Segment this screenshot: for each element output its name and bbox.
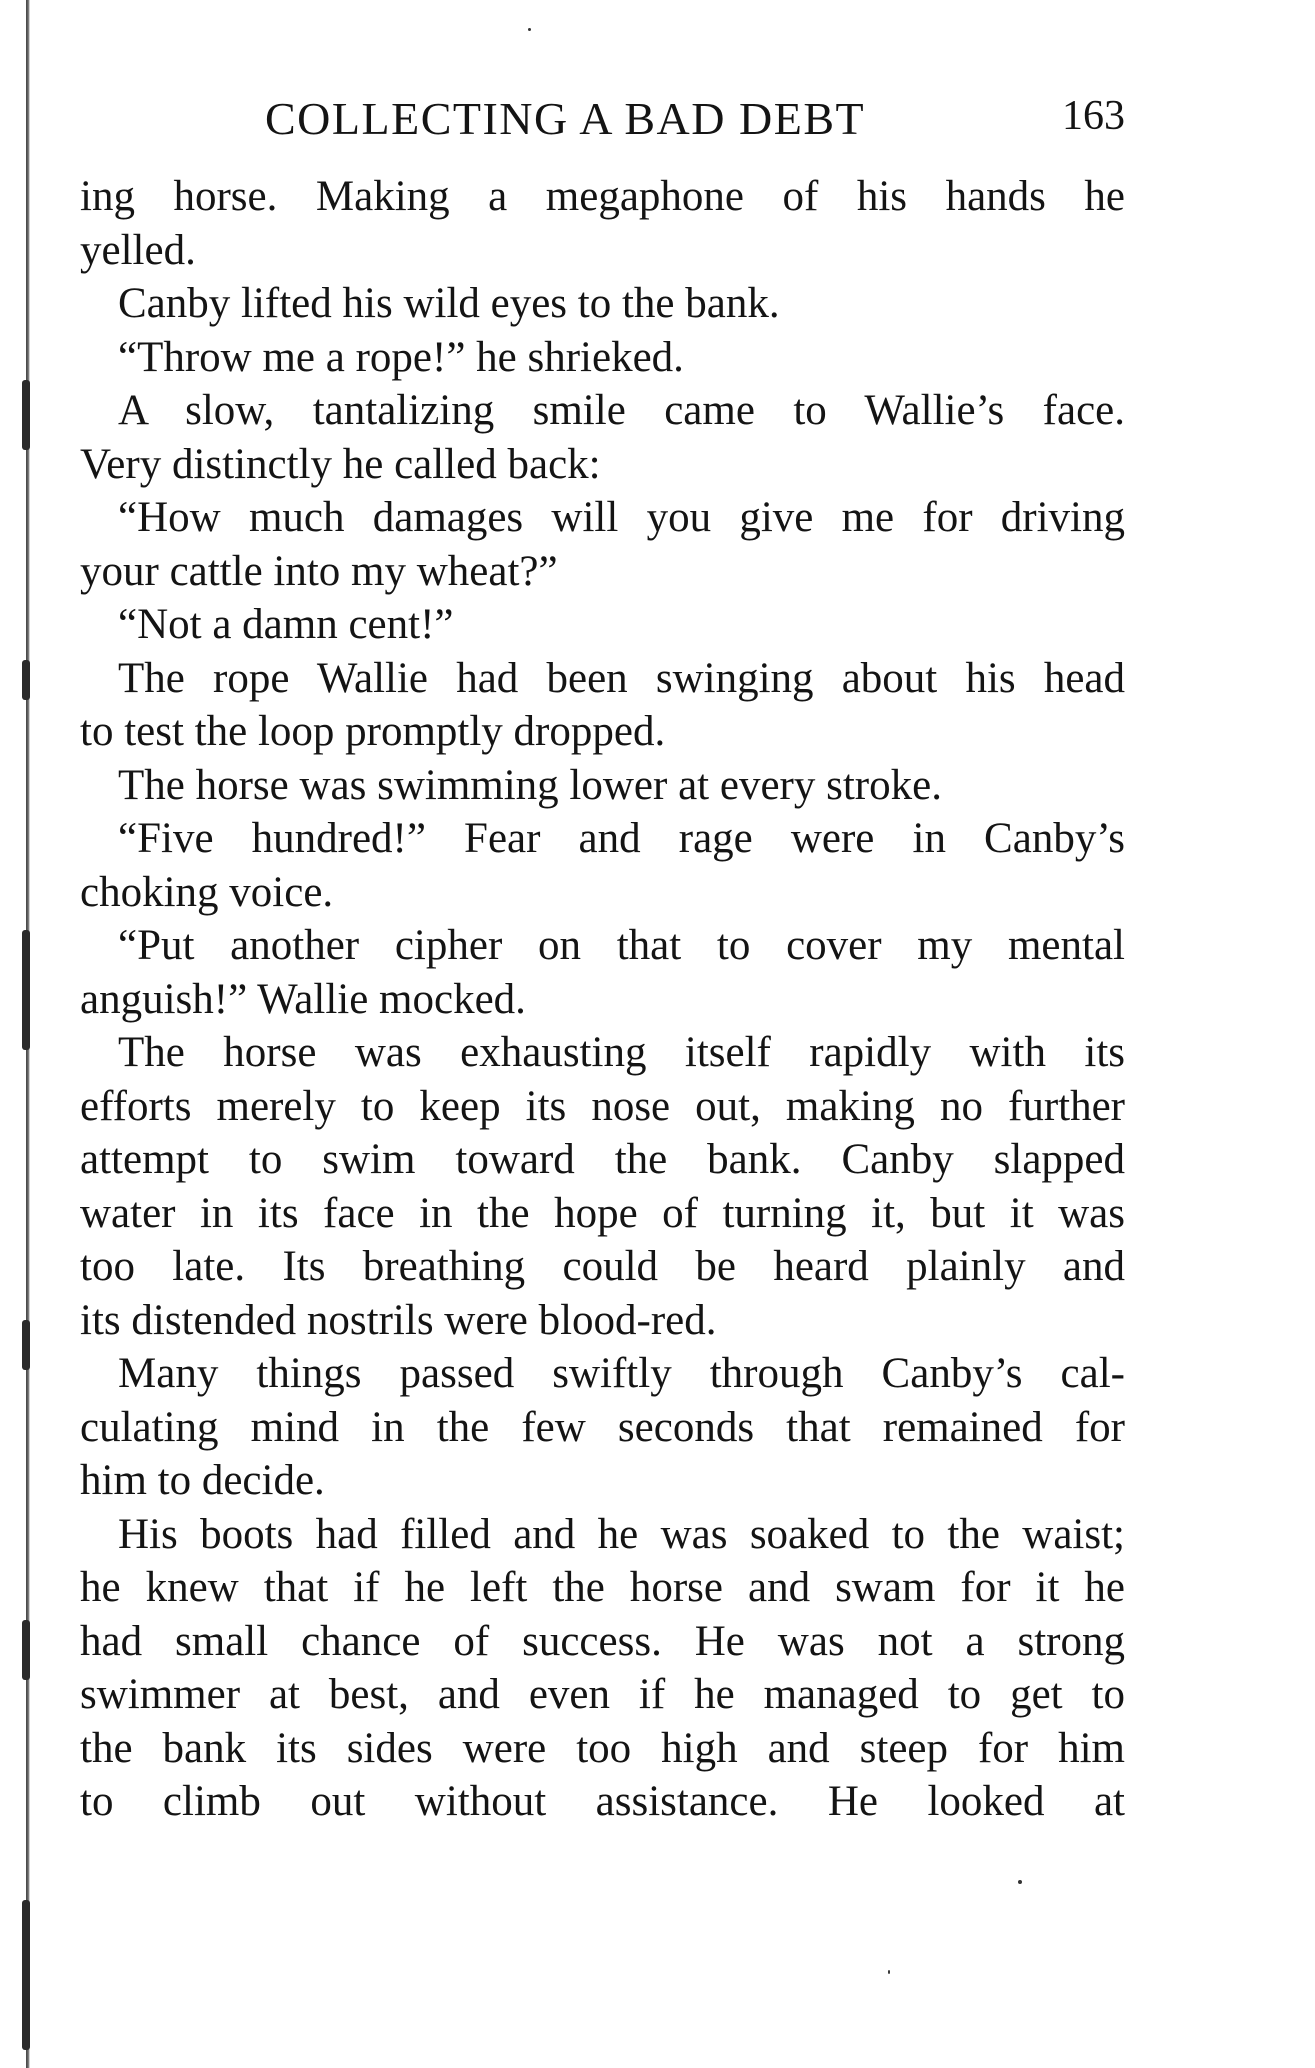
text-line: Many things passed swiftly through Canby’s cal- — [118, 1350, 1125, 1397]
text-line: A slow, tantalizing smile came to Wallie’s face. — [118, 387, 1125, 434]
text-line: Very distinctly he called back: — [80, 440, 601, 488]
page-number: 163 — [1062, 93, 1125, 139]
page-header — [265, 92, 1125, 148]
print-speck — [528, 28, 531, 31]
text-line: choking voice. — [80, 868, 334, 916]
text-line: “Five hundred!” Fear and rage were in Canby’s — [118, 815, 1125, 862]
text-line: him to decide. — [80, 1457, 325, 1504]
print-speck — [888, 1970, 890, 1974]
text-line: to test the loop promptly dropped. — [80, 708, 666, 755]
text-line: yelled. — [80, 226, 196, 274]
text-line: His boots had filled and he was soaked to the waist; — [118, 1510, 1125, 1558]
binding-mark — [22, 380, 30, 450]
binding-mark — [22, 1320, 30, 1370]
text-line: too late. Its breathing could be heard plainly and — [80, 1243, 1125, 1290]
text-line: The horse was exhausting itself rapidly with its — [118, 1029, 1125, 1076]
text-line: water in its face in the hope of turning it, but it was — [80, 1189, 1125, 1237]
text-line: culating mind in the few seconds that remained for — [80, 1403, 1125, 1451]
text-line: he knew that if he left the horse and swam for it he — [80, 1564, 1125, 1611]
print-speck — [1018, 1880, 1022, 1884]
text-line: “Throw me a rope!” he shrieked. — [118, 333, 684, 381]
text-line: to climb out without assistance. He looked at — [80, 1778, 1125, 1825]
binding-mark — [22, 1620, 30, 1680]
text-line: The rope Wallie had been swinging about his head — [118, 654, 1125, 702]
running-title: COLLECTING A BAD DEBT — [265, 93, 866, 144]
text-line: “How much damages will you give me for driving — [118, 494, 1125, 541]
text-line: had small chance of success. He was not a strong — [80, 1617, 1125, 1665]
binding-mark — [22, 930, 30, 1050]
text-line: “Not a damn cent!” — [118, 601, 454, 648]
text-line: your cattle into my wheat?” — [80, 547, 558, 595]
text-line: efforts merely to keep its nose out, making no further — [80, 1082, 1125, 1130]
text-line: swimmer at best, and even if he managed to get to — [80, 1671, 1125, 1718]
text-line: the bank its sides were too high and steep for him — [80, 1724, 1125, 1772]
text-line: attempt to swim toward the bank. Canby slapped — [80, 1136, 1125, 1183]
text-line: its distended nostrils were blood-red. — [80, 1296, 717, 1344]
body-text — [80, 170, 1125, 1829]
text-line: Canby lifted his wild eyes to the bank. — [118, 280, 780, 327]
binding-mark — [22, 660, 30, 700]
binding-mark — [22, 1900, 30, 2050]
text-line: ing horse. Making a megaphone of his hands he — [80, 173, 1125, 220]
text-line: anguish!” Wallie mocked. — [80, 975, 526, 1023]
text-line: “Put another cipher on that to cover my mental — [118, 922, 1125, 969]
text-line: The horse was swimming lower at every stroke. — [118, 761, 942, 809]
